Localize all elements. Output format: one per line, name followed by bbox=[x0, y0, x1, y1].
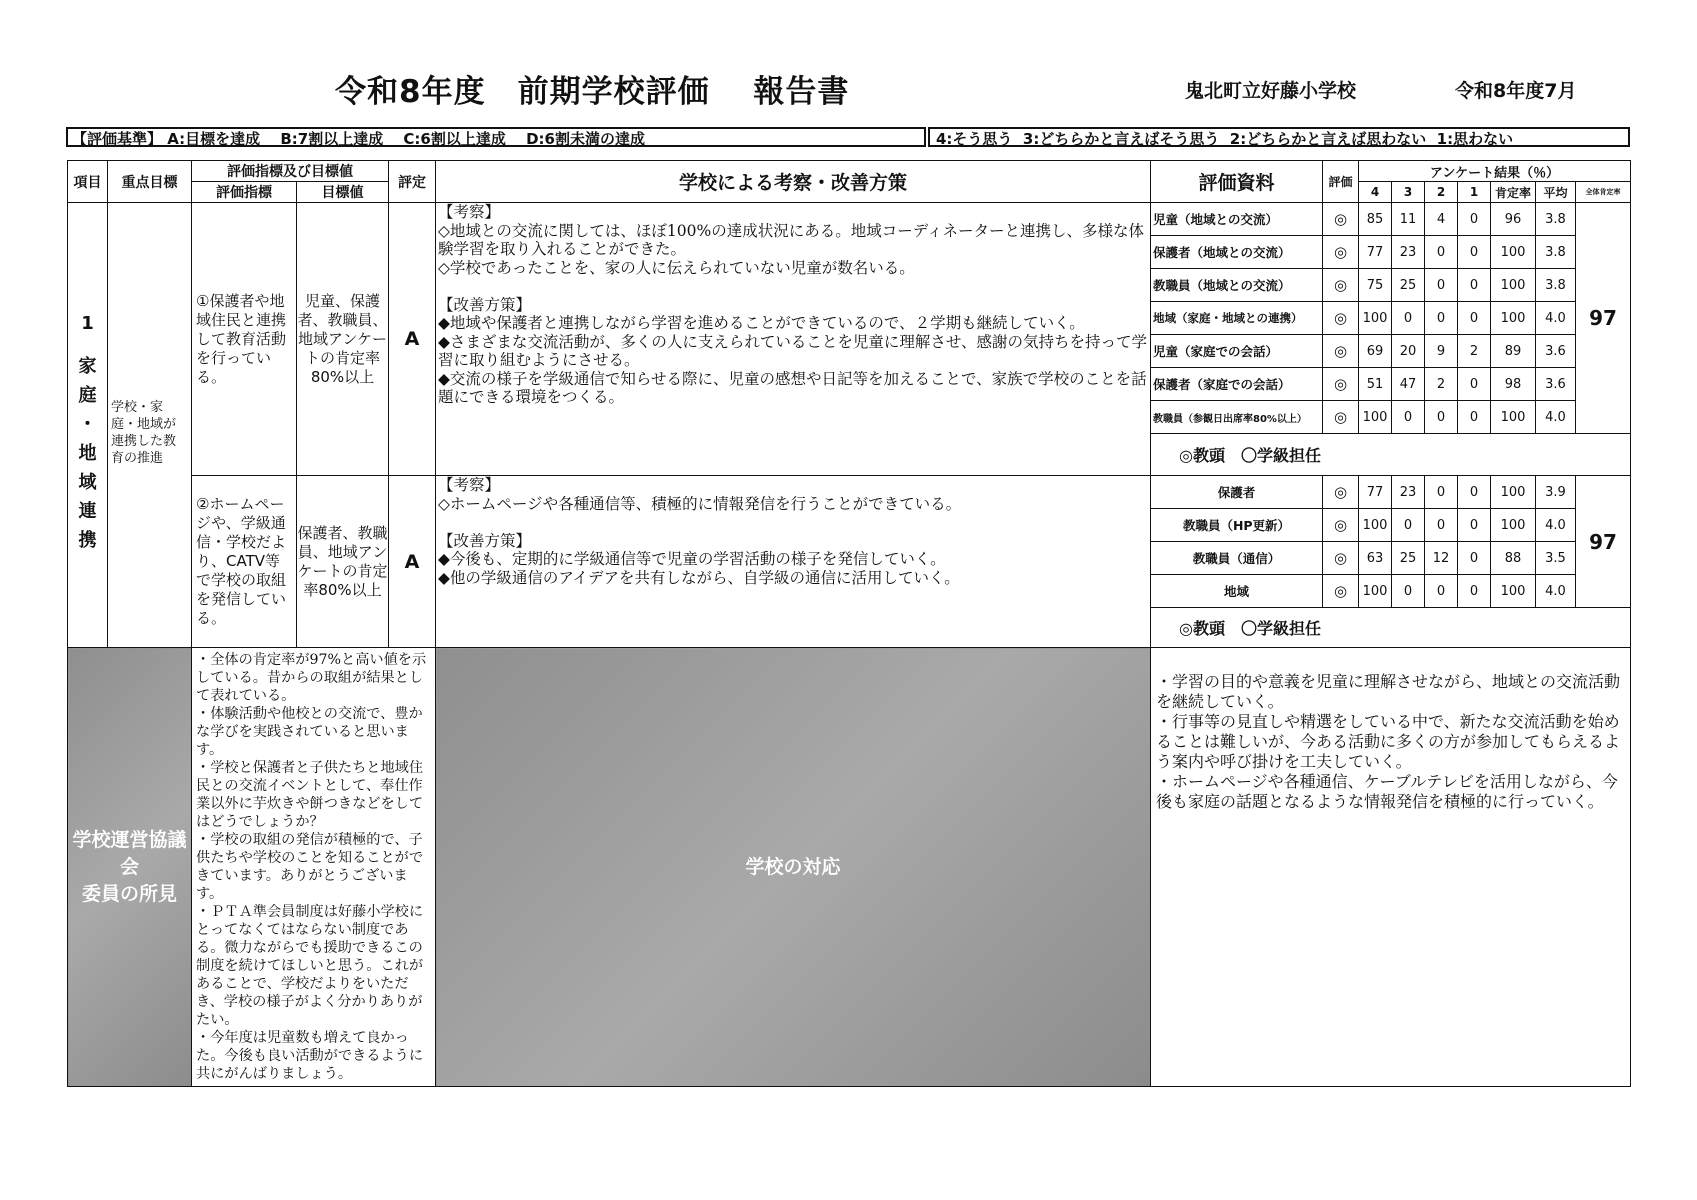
committee-comments bbox=[192, 648, 436, 1087]
text-line: ◆他の学級通信のアイデアを共有しながら、自学級の通信に活用していく。 bbox=[438, 568, 960, 587]
text-line bbox=[438, 277, 1148, 296]
eval-mark: ◎ bbox=[1323, 269, 1359, 302]
text-line: ◇学校であったことを、家の人に伝えられていない児童が数名いる。 bbox=[438, 258, 915, 277]
survey-v2: 0 bbox=[1425, 269, 1458, 302]
text-line: ◆地域や保護者と連携しながら学習を進めることができているので、２学期も継続していく。 bbox=[438, 314, 1085, 332]
survey-v2: 0 bbox=[1425, 476, 1458, 509]
source-label: 教職員（HP更新） bbox=[1151, 509, 1323, 542]
category-char: 庭 bbox=[78, 385, 97, 406]
survey-pos: 100 bbox=[1491, 302, 1536, 335]
survey-avg: 3.6 bbox=[1536, 335, 1576, 368]
eval-mark: ◎ bbox=[1323, 368, 1359, 401]
col-source: 評価資料 bbox=[1151, 161, 1323, 203]
survey-avg: 3.8 bbox=[1536, 203, 1576, 236]
survey-v4: 100 bbox=[1359, 575, 1392, 608]
text-line: 【考察】 bbox=[438, 476, 501, 494]
category-char: 連 bbox=[78, 501, 97, 522]
role-legend: ◎教頭 〇学級担任 bbox=[1151, 608, 1631, 648]
category-char: ・ bbox=[78, 414, 97, 435]
eval-mark: ◎ bbox=[1323, 542, 1359, 575]
survey-pos: 88 bbox=[1491, 542, 1536, 575]
survey-v2: 2 bbox=[1425, 368, 1458, 401]
committee-label-line: 委員の所見 bbox=[81, 882, 177, 905]
col-eval: 評価 bbox=[1323, 161, 1359, 203]
eval-mark: ◎ bbox=[1323, 476, 1359, 509]
text-line: ・今年度は児童数も増えて良かった。今後も良い活動ができるように共にがんばりましょう。 bbox=[196, 1030, 424, 1082]
survey-v4: 100 bbox=[1359, 509, 1392, 542]
text-line: ・学校と保護者と子供たちと地域住民との交流イベントとして、奉仕作業以外に芋炊きや餅つきなどをしてはどうでしょうか？ bbox=[196, 760, 424, 830]
col-indicator-group: 評価指標及び目標値 bbox=[192, 161, 389, 182]
survey-pos: 100 bbox=[1491, 401, 1536, 434]
survey-v2: 12 bbox=[1425, 542, 1458, 575]
survey-v2: 0 bbox=[1425, 302, 1458, 335]
survey-v3: 25 bbox=[1392, 542, 1425, 575]
source-label: 保護者（家庭での会話） bbox=[1151, 368, 1323, 401]
survey-v2: 0 bbox=[1425, 401, 1458, 434]
survey-pos: 100 bbox=[1491, 509, 1536, 542]
text-line: ・学校の取組の発信が積極的で、子供たちや学校のことを知ることができています。ありがとうございます。 bbox=[196, 832, 424, 902]
source-label: 地域 bbox=[1151, 575, 1323, 608]
col-survey: アンケート結果（％） bbox=[1359, 161, 1631, 182]
survey-v4: 77 bbox=[1359, 236, 1392, 269]
category-char: 携 bbox=[78, 530, 97, 551]
category-char: 家 bbox=[78, 356, 97, 377]
text-line: ◆今後も、定期的に学級通信等で児童の学習活動の様子を発信していく。 bbox=[438, 550, 946, 568]
survey-v4: 100 bbox=[1359, 401, 1392, 434]
survey-v3: 20 bbox=[1392, 335, 1425, 368]
survey-avg: 3.6 bbox=[1536, 368, 1576, 401]
target-value: 保護者、教職員、地域アンケートの肯定率80%以上 bbox=[297, 476, 389, 648]
grade: A bbox=[389, 203, 436, 476]
survey-pos: 100 bbox=[1491, 236, 1536, 269]
survey-v3: 0 bbox=[1392, 401, 1425, 434]
text-line: ・行事等の見直しや精選をしている中で、新たな交流活動を始めることは難しいが、今ある活動に多くの方が参加してもらえるよう案内や呼び掛けを工夫していく。 bbox=[1156, 712, 1621, 771]
committee-label-line: 会 bbox=[119, 855, 139, 878]
indicator: ②ホームページや、学級通信・学校だより、CATV等で学校の取組を発信している。 bbox=[192, 476, 297, 648]
text-line: ◇ホームページや各種通信等、積極的に情報発信を行うことができている。 bbox=[438, 494, 962, 513]
report-date: 令和8年度7月 bbox=[1455, 80, 1577, 102]
survey-v1: 0 bbox=[1458, 575, 1491, 608]
survey-v3: 0 bbox=[1392, 575, 1425, 608]
col-item: 項目 bbox=[68, 161, 108, 203]
survey-pos: 96 bbox=[1491, 203, 1536, 236]
survey-avg: 4.0 bbox=[1536, 509, 1576, 542]
source-label: 保護者（地域との交流） bbox=[1151, 236, 1323, 269]
category-char: 地 bbox=[78, 443, 97, 464]
survey-v3: 25 bbox=[1392, 269, 1425, 302]
text-line: ・学習の目的や意義を児童に理解させながら、地域との交流活動を継続していく。 bbox=[1156, 672, 1621, 711]
text-line: ・ＰＴＡ準会員制度は好藤小学校にとってなくてはならない制度である。微力ながらでも援助できるこの制度を続けてほしいと思う。これがあることで、学校だよりをいただき、学校の様子がよく分かりありがたい。 bbox=[196, 904, 424, 1028]
eval-mark: ◎ bbox=[1323, 236, 1359, 269]
survey-v1: 0 bbox=[1458, 476, 1491, 509]
col-3: 3 bbox=[1392, 182, 1425, 203]
text-line: 【考察】 bbox=[438, 203, 501, 221]
focus-goal: 学校・家庭・地域が連携した教育の推進 bbox=[108, 203, 192, 648]
survey-pos: 100 bbox=[1491, 269, 1536, 302]
survey-avg: 3.8 bbox=[1536, 236, 1576, 269]
eval-mark: ◎ bbox=[1323, 401, 1359, 434]
consideration bbox=[436, 203, 1151, 476]
survey-v4: 100 bbox=[1359, 302, 1392, 335]
text-line: ◆交流の様子を学級通信で知らせる際に、児童の感想や日記等を加えることで、家族で学校のことを話題にできる環境をつくる。 bbox=[438, 369, 1147, 406]
text-line: 【改善方策】 bbox=[438, 295, 532, 314]
evaluation-criteria: 【評価基準】 A:目標を達成 B:7割以上達成 C:6割以上達成 D:6割未満の達成 bbox=[66, 127, 926, 147]
page-title: 令和8年度 前期学校評価 報告書 bbox=[335, 74, 850, 110]
school-responses bbox=[1151, 648, 1631, 1087]
survey-avg: 4.0 bbox=[1536, 302, 1576, 335]
survey-avg: 3.8 bbox=[1536, 269, 1576, 302]
survey-v1: 0 bbox=[1458, 509, 1491, 542]
text-line: ・体験活動や他校との交流で、豊かな学びを実践されていると思います。 bbox=[196, 706, 423, 758]
school-response-label: 学校の対応 bbox=[436, 648, 1151, 1087]
survey-avg: 4.0 bbox=[1536, 401, 1576, 434]
text-line: ・ホームページや各種通信、ケーブルテレビを活用しながら、今後も家庭の話題となるような情報発信を積極的に行っていく。 bbox=[1156, 772, 1618, 811]
target-value: 児童、保護者、教職員、地域アンケートの肯定率80%以上 bbox=[297, 203, 389, 476]
committee-label-line: 学校運営協議 bbox=[72, 828, 187, 851]
survey-scale-legend: 4:そう思う 3:どちらかと言えばそう思う 2:どちらかと言えば思わない 1:思わない bbox=[928, 127, 1630, 147]
survey-v2: 0 bbox=[1425, 236, 1458, 269]
survey-v2: 0 bbox=[1425, 575, 1458, 608]
survey-v4: 77 bbox=[1359, 476, 1392, 509]
survey-v1: 0 bbox=[1458, 368, 1491, 401]
school-name: 鬼北町立好藤小学校 bbox=[1185, 80, 1357, 102]
col-overall-positive: 全体肯定率 bbox=[1576, 182, 1631, 203]
col-grade: 評定 bbox=[389, 161, 436, 203]
survey-v1: 0 bbox=[1458, 203, 1491, 236]
survey-avg: 3.9 bbox=[1536, 476, 1576, 509]
eval-mark: ◎ bbox=[1323, 335, 1359, 368]
source-label: 教職員（参観日出席率80%以上） bbox=[1151, 401, 1323, 434]
survey-v3: 47 bbox=[1392, 368, 1425, 401]
survey-avg: 3.5 bbox=[1536, 542, 1576, 575]
col-4: 4 bbox=[1359, 182, 1392, 203]
source-label: 児童（家庭での会話） bbox=[1151, 335, 1323, 368]
eval-mark: ◎ bbox=[1323, 509, 1359, 542]
source-label: 地域（家庭・地域との連携） bbox=[1151, 302, 1323, 335]
evaluation-table bbox=[67, 160, 1631, 1087]
survey-v4: 63 bbox=[1359, 542, 1392, 575]
col-target: 目標値 bbox=[297, 182, 389, 203]
col-2: 2 bbox=[1425, 182, 1458, 203]
eval-mark: ◎ bbox=[1323, 575, 1359, 608]
survey-avg: 4.0 bbox=[1536, 575, 1576, 608]
col-1: 1 bbox=[1458, 182, 1491, 203]
survey-pos: 98 bbox=[1491, 368, 1536, 401]
text-line bbox=[438, 513, 1148, 532]
survey-v1: 0 bbox=[1458, 401, 1491, 434]
eval-mark: ◎ bbox=[1323, 302, 1359, 335]
survey-v1: 2 bbox=[1458, 335, 1491, 368]
col-focus: 重点目標 bbox=[108, 161, 192, 203]
committee-label bbox=[68, 648, 192, 1087]
survey-v4: 85 bbox=[1359, 203, 1392, 236]
text-line: 【改善方策】 bbox=[438, 531, 532, 550]
col-positive-rate: 肯定率 bbox=[1491, 182, 1536, 203]
overall-positive-rate: 97 bbox=[1576, 476, 1631, 608]
eval-mark: ◎ bbox=[1323, 203, 1359, 236]
survey-pos: 89 bbox=[1491, 335, 1536, 368]
source-label: 保護者 bbox=[1151, 476, 1323, 509]
survey-v4: 51 bbox=[1359, 368, 1392, 401]
indicator: ①保護者や地域住民と連携して教育活動を行っている。 bbox=[192, 203, 297, 476]
col-indicator: 評価指標 bbox=[192, 182, 297, 203]
source-label: 児童（地域との交流） bbox=[1151, 203, 1323, 236]
survey-v1: 0 bbox=[1458, 542, 1491, 575]
category-char: 域 bbox=[78, 472, 97, 493]
survey-v3: 0 bbox=[1392, 302, 1425, 335]
survey-v1: 0 bbox=[1458, 269, 1491, 302]
text-line: ◇地域との交流に関しては、ほぼ100%の達成状況にある。地域コーディネーターと連携し、多様な体験学習を取り入れることができた。 bbox=[438, 221, 1144, 258]
grade: A bbox=[389, 476, 436, 648]
survey-v3: 23 bbox=[1392, 236, 1425, 269]
survey-pos: 100 bbox=[1491, 476, 1536, 509]
category-cell bbox=[68, 203, 108, 648]
survey-v3: 23 bbox=[1392, 476, 1425, 509]
survey-v4: 69 bbox=[1359, 335, 1392, 368]
survey-v3: 11 bbox=[1392, 203, 1425, 236]
survey-v2: 9 bbox=[1425, 335, 1458, 368]
col-average: 平均 bbox=[1536, 182, 1576, 203]
role-legend: ◎教頭 〇学級担任 bbox=[1151, 434, 1631, 476]
text-line: ◆さまざまな交流活動が、多くの人に支えられていることを児童に理解させ、感謝の気持ちを持って学習に取り組むようにさせる。 bbox=[438, 332, 1147, 369]
survey-v4: 75 bbox=[1359, 269, 1392, 302]
survey-v3: 0 bbox=[1392, 509, 1425, 542]
col-consideration: 学校による考察・改善方策 bbox=[436, 161, 1151, 203]
consideration bbox=[436, 476, 1151, 648]
source-label: 教職員（地域との交流） bbox=[1151, 269, 1323, 302]
survey-v1: 0 bbox=[1458, 236, 1491, 269]
category-number: 1 bbox=[81, 313, 94, 334]
overall-positive-rate: 97 bbox=[1576, 203, 1631, 434]
survey-v1: 0 bbox=[1458, 302, 1491, 335]
survey-v2: 0 bbox=[1425, 509, 1458, 542]
survey-pos: 100 bbox=[1491, 575, 1536, 608]
source-label: 教職員（通信） bbox=[1151, 542, 1323, 575]
text-line: ・全体の肯定率が97%と高い値を示している。昔からの取組が結果として表れている。 bbox=[196, 652, 427, 704]
survey-v2: 4 bbox=[1425, 203, 1458, 236]
